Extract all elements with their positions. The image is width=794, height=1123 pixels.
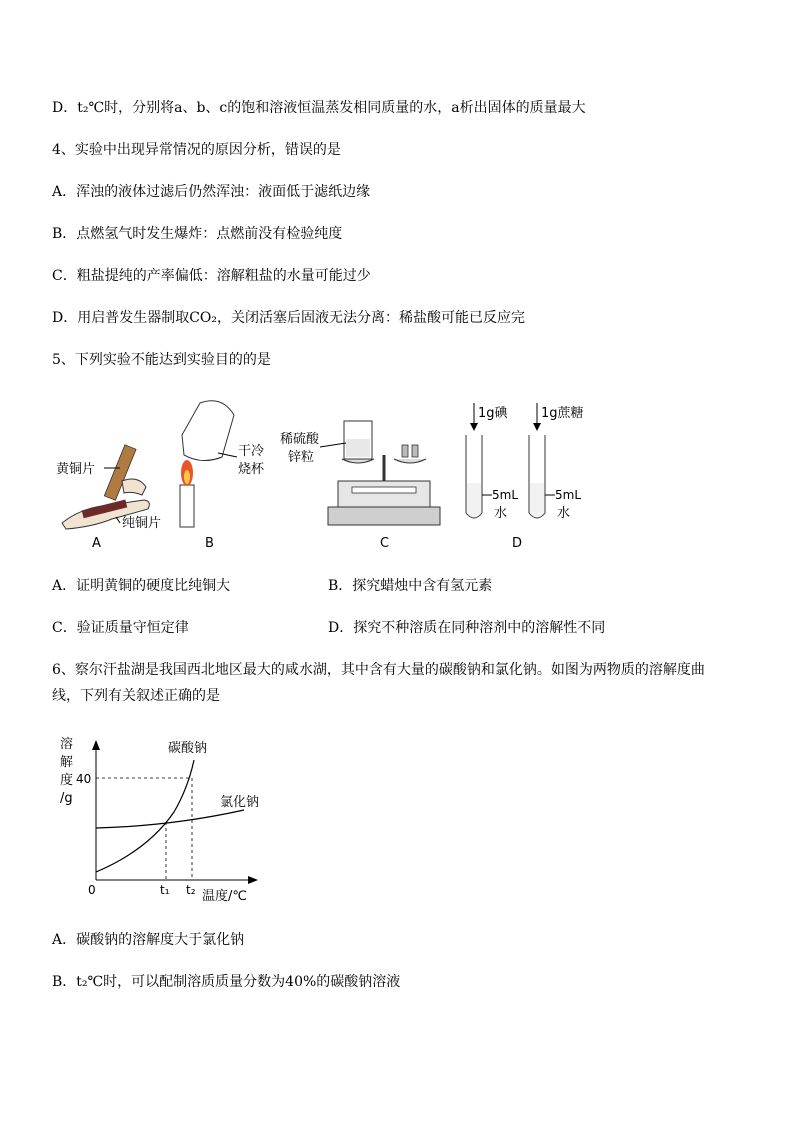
label-pure-copper: 纯铜片: [122, 516, 162, 531]
q5-option-a: A．证明黄铜的硬度比纯铜大: [52, 578, 231, 594]
x-tick-t1: t₁: [160, 883, 170, 897]
label-water-2: 水: [557, 506, 571, 521]
q5-option-d: D．探究不种溶质在同种溶剂中的溶解性不同: [328, 620, 606, 636]
q3-option-d: D．t₂℃时，分别将a、b、c的饱和溶液恒温蒸发相同质量的水，a析出固体的质量最大: [52, 100, 586, 116]
q5-option-c: C．验证质量守恒定律: [52, 620, 189, 636]
y-label-unit: /g: [60, 791, 73, 806]
label-beaker: 烧杯: [238, 462, 265, 477]
panel-a-letter: A: [92, 536, 101, 551]
q6-option-b: B．t₂℃时，可以配制溶质质量分数为40%的碳酸钠溶液: [52, 974, 401, 990]
y-tick-40: 40: [76, 772, 92, 786]
series-label-sodium-chloride: 氯化钠: [220, 795, 260, 810]
series-sodium-carbonate: [96, 760, 194, 872]
x-tick-t2: t₂: [186, 883, 196, 897]
label-zinc-granules: 锌粒: [288, 450, 315, 465]
series-sodium-chloride: [96, 810, 244, 828]
q6-stem-line2: 线，下列有关叙述正确的是: [52, 688, 220, 704]
x-axis-arrow: [248, 876, 258, 884]
q4-option-b: B．点燃氢气时发生爆炸：点燃前没有检验纯度: [52, 226, 343, 242]
q6-stem-line1: 6、察尔汗盐湖是我国西北地区最大的咸水湖，其中含有大量的碳酸钠和氯化钠。如图为两物质的溶解度曲: [52, 662, 705, 678]
q6-option-a: A．碳酸钠的溶解度大于氯化钠: [52, 932, 245, 948]
label-dry-cold: 干冷: [238, 444, 265, 459]
y-label-char-2: 解: [60, 755, 74, 770]
q4-option-c: C．粗盐提纯的产率偏低：溶解粗盐的水量可能过少: [52, 268, 371, 284]
label-water-1: 水: [494, 506, 508, 521]
panel-c-illustration: [320, 421, 440, 525]
q5-option-b: B．探究蜡烛中含有氢元素: [328, 578, 493, 594]
panel-b-illustration: [180, 401, 237, 527]
x-axis-label: 温度/℃: [202, 889, 247, 904]
label-dilute-sulfuric-acid: 稀硫酸: [280, 432, 320, 447]
label-brass: 黄铜片: [56, 462, 96, 477]
y-label-char-1: 溶: [60, 737, 74, 752]
q4-stem: 4、实验中出现异常情况的原因分析，错误的是: [52, 142, 341, 158]
label-volume-2: 5mL: [555, 488, 582, 502]
label-sucrose: 1g蔗糖: [541, 406, 584, 421]
panel-c-letter: C: [380, 536, 390, 551]
q4-option-a: A．浑浊的液体过滤后仍然浑浊：液面低于滤纸边缘: [52, 184, 371, 200]
y-axis-arrow: [92, 740, 100, 750]
y-label-char-3: 度: [60, 773, 74, 788]
panel-d-letter: D: [512, 536, 523, 551]
q5-experiment-figure: [52, 395, 612, 555]
solubility-chart: [52, 730, 292, 910]
origin-label: 0: [88, 883, 96, 897]
series-label-sodium-carbonate: 碳酸钠: [168, 741, 208, 756]
panel-b-letter: B: [205, 536, 214, 551]
label-iodine: 1g碘: [478, 406, 508, 421]
q4-option-d: D．用启普发生器制取CO₂，关闭活塞后固液无法分离：稀盐酸可能已反应完: [52, 310, 526, 326]
q5-stem: 5、下列实验不能达到实验目的的是: [52, 352, 271, 368]
label-volume-1: 5mL: [492, 488, 519, 502]
